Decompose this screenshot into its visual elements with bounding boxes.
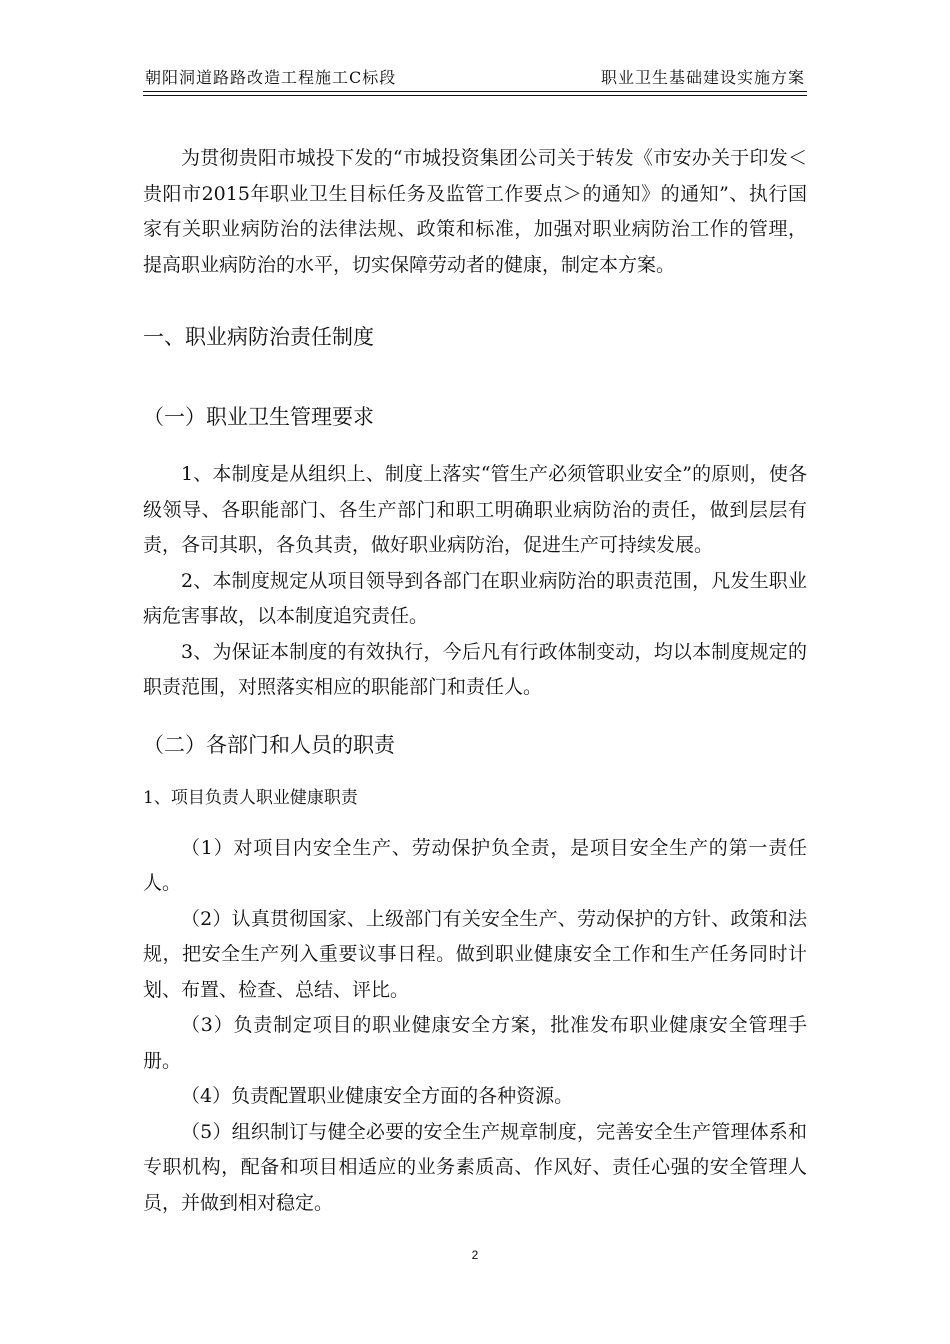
paragraph: 1、本制度是从组织上、制度上落实“管生产必须管职业安全”的原则，使各级领导、各职能部门、各生产部门和职工明确职业病防治的责任，做到层层有责，各司其职，各负其责，做好职业病防治，促进生产可持续发展。 [143, 463, 807, 556]
page-number: 2 [471, 1248, 479, 1262]
paragraph: （5）组织制订与健全必要的安全生产规章制度，完善安全生产管理体系和专职机构，配备和项目相适应的业务素质高、作风好、责任心强的安全管理人员，并做到相对稳定。 [143, 1120, 807, 1214]
paragraph: 3、为保证本制度的有效执行，今后凡有行政体制变动，均以本制度规定的职责范围，对照落实相应的职能部门和责任人。 [143, 640, 807, 698]
page-header [143, 66, 807, 90]
subsection-heading: （二）各部门和人员的职责 [143, 732, 395, 757]
paragraph: 2、本制度规定从项目领导到各部门在职业病防治的职责范围，凡发生职业病危害事故，以本制度追究责任。 [143, 569, 807, 627]
header-rule-thick [143, 91, 807, 92]
subsubsection-heading: 1、项目负责人职业健康职责 [143, 787, 358, 808]
header-rule-thin [143, 95, 807, 96]
paragraph: （2）认真贯彻国家、上级部门有关安全生产、劳动保护的方针、政策和法规，把安全生产列入重要议事日程。做到职业健康安全工作和生产任务同时计划、布置、检查、总结、评比。 [143, 907, 807, 1001]
paragraph: （3）负责制定项目的职业健康安全方案，批准发布职业健康安全管理手册。 [143, 1014, 807, 1072]
intro-paragraph: 为贯彻贵阳市城投下发的“市城投资集团公司关于转发《市安办关于印发＜贵阳市2015年职业卫生目标任务及监管工作要点＞的通知》的通知”、执行国家有关职业病防治的法律法规、政策和标准，加强对职业病防治工作的管理，提高职业病防治的水平，切实保障劳动者的健康，制定本方案。 [143, 147, 807, 276]
paragraph: （1）对项目内安全生产、劳动保护负全责，是项目安全生产的第一责任人。 [143, 836, 807, 894]
subsection-heading: （一）职业卫生管理要求 [143, 405, 374, 429]
document-body [143, 141, 807, 1221]
header-document-title: 职业卫生基础建设实施方案 [600, 68, 805, 87]
header-project-name: 朝阳洞道路路改造工程施工C标段 [145, 68, 397, 87]
paragraph: （4）负责配置职业健康安全方面的各种资源。 [181, 1085, 574, 1107]
section-heading: 一、职业病防治责任制度 [143, 325, 374, 349]
